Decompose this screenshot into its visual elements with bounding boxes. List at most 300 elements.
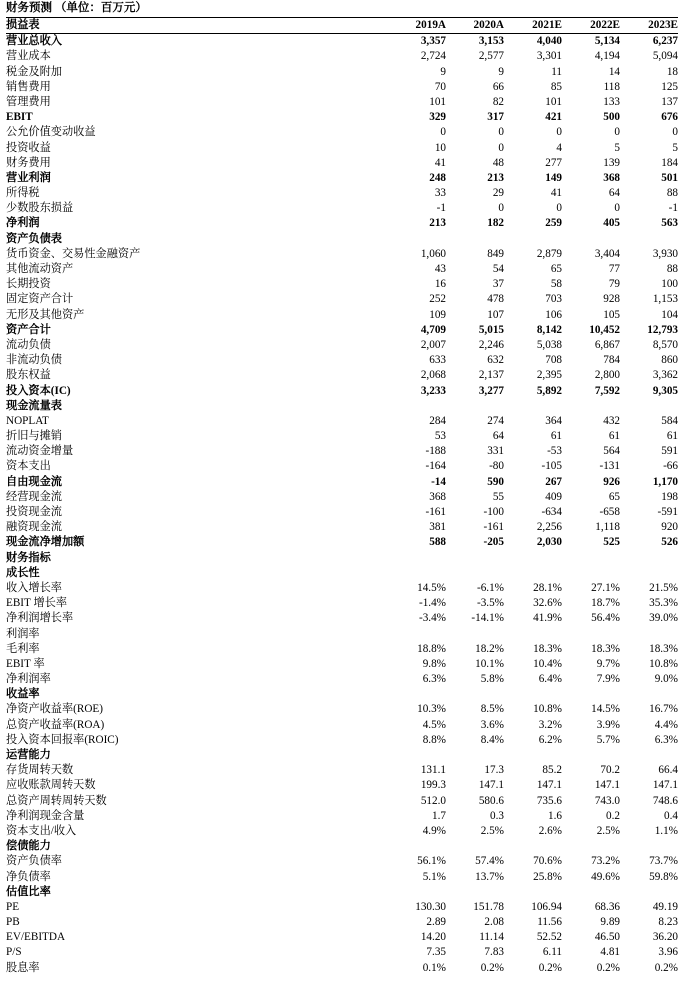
cell-value: 849 <box>487 247 504 260</box>
cell-value: 0.2% <box>596 961 620 974</box>
cell-value: 1,153 <box>652 293 678 306</box>
row-label: 股东权益 <box>6 369 51 382</box>
cell-value <box>620 885 678 900</box>
cell-value <box>620 627 678 642</box>
cell-value: 2,879 <box>536 247 562 260</box>
cell-value: 512.0 <box>420 794 446 807</box>
cell-value <box>562 885 620 900</box>
cell-value: 267 <box>545 475 562 488</box>
cell-value: 61 <box>550 430 562 443</box>
row-label: 营业成本 <box>6 50 51 63</box>
cell-value: -3.4% <box>418 612 446 625</box>
cell-value: 2,577 <box>478 50 504 63</box>
cell-value: 784 <box>603 354 620 367</box>
table-row <box>6 763 678 778</box>
table-row <box>6 809 678 824</box>
cell-value: 149 <box>545 171 562 184</box>
cell-value: 860 <box>661 354 678 367</box>
table-row <box>6 566 678 581</box>
cell-value: 4,040 <box>536 35 562 48</box>
cell-value: 526 <box>661 536 678 549</box>
financial-forecast-table <box>6 17 678 976</box>
table-row <box>6 34 678 50</box>
table-row <box>6 642 678 657</box>
cell-value: 3,277 <box>478 384 504 397</box>
cell-value: 0.1% <box>422 961 446 974</box>
row-label: 偿债能力 <box>6 840 51 853</box>
cell-value: -131 <box>599 460 620 473</box>
cell-value: 368 <box>603 171 620 184</box>
row-label: 估值比率 <box>6 885 51 898</box>
cell-value: 151.78 <box>473 900 504 913</box>
cell-value: 2.08 <box>484 916 504 929</box>
cell-value: 14.20 <box>420 931 446 944</box>
cell-value: 27.1% <box>591 581 620 594</box>
cell-value: 49.6% <box>591 870 620 883</box>
cell-value: 35.3% <box>649 597 678 610</box>
cell-value: 133 <box>603 95 620 108</box>
table-row <box>6 65 678 80</box>
row-label: 资本支出 <box>6 460 51 473</box>
cell-value: 29 <box>492 187 504 200</box>
table-row <box>6 581 678 596</box>
cell-value <box>620 566 678 581</box>
cell-value <box>620 399 678 414</box>
cell-value: 5.8% <box>480 673 504 686</box>
cell-value: -1 <box>668 202 678 215</box>
cell-value: 0 <box>498 202 504 215</box>
cell-value: 213 <box>429 217 446 230</box>
row-label: 利润率 <box>6 627 40 640</box>
row-label: NOPLAT <box>6 414 49 427</box>
cell-value: -6.1% <box>476 581 504 594</box>
cell-value: 3,357 <box>420 35 446 48</box>
cell-value: 748.6 <box>652 794 678 807</box>
row-label: 财务指标 <box>6 551 51 564</box>
cell-value: 184 <box>661 156 678 169</box>
cell-value: -1 <box>436 202 446 215</box>
cell-value: 580.6 <box>478 794 504 807</box>
cell-value: 3.2% <box>538 718 562 731</box>
row-label: 收入增长率 <box>6 581 62 594</box>
cell-value: 4.5% <box>422 718 446 731</box>
table-row <box>6 459 678 474</box>
cell-value: 28.1% <box>533 581 562 594</box>
cell-value: 13.7% <box>475 870 504 883</box>
table-row <box>6 232 678 247</box>
cell-value: 743.0 <box>594 794 620 807</box>
row-label: 净利润现金含量 <box>6 809 85 822</box>
row-label: 净负债率 <box>6 870 51 883</box>
table-row <box>6 384 678 399</box>
cell-value: -634 <box>541 506 562 518</box>
cell-value: 55 <box>492 490 504 503</box>
cell-value: 1,118 <box>595 521 620 534</box>
cell-value <box>388 627 446 642</box>
cell-value: 70 <box>434 80 446 93</box>
cell-value <box>388 885 446 900</box>
cell-value: -105 <box>541 460 562 473</box>
cell-value <box>562 627 620 642</box>
cell-value: 52.52 <box>536 931 562 944</box>
cell-value: 118 <box>603 80 620 93</box>
cell-value <box>388 551 446 566</box>
cell-value <box>504 399 562 414</box>
table-row <box>6 323 678 338</box>
cell-value: 8.23 <box>658 916 678 929</box>
row-label: 毛利率 <box>6 642 40 655</box>
cell-value: 109 <box>429 308 446 321</box>
cell-value: 10 <box>434 141 446 154</box>
cell-value: 421 <box>545 111 562 124</box>
cell-value: 381 <box>429 521 446 534</box>
cell-value: 46.50 <box>594 931 620 944</box>
cell-value: 248 <box>429 171 446 184</box>
cell-value: 11.14 <box>479 931 504 944</box>
cell-value: 101 <box>429 95 446 108</box>
cell-value: 37 <box>492 278 504 291</box>
table-row <box>6 839 678 854</box>
cell-value: 500 <box>603 111 620 124</box>
table-row <box>6 247 678 262</box>
cell-value: 79 <box>608 278 620 291</box>
table-row <box>6 490 678 505</box>
cell-value: 88 <box>666 263 678 275</box>
cell-value: 252 <box>429 293 446 306</box>
column-header: 2022E <box>562 18 620 34</box>
cell-value <box>504 566 562 581</box>
cell-value: 8.8% <box>422 733 446 746</box>
table-row <box>6 429 678 444</box>
column-header: 2020A <box>446 18 504 34</box>
cell-value: 591 <box>661 445 678 458</box>
cell-value <box>620 687 678 702</box>
page-title: 财务预测 （单位：百万元） <box>6 2 147 14</box>
cell-value: 5 <box>614 141 620 154</box>
cell-value <box>504 839 562 854</box>
cell-value: 4.4% <box>654 718 678 731</box>
row-label: 固定资产合计 <box>6 293 74 306</box>
cell-value <box>446 627 504 642</box>
cell-value: 8,570 <box>652 338 678 351</box>
row-label: 成长性 <box>6 566 40 579</box>
cell-value: 49.19 <box>652 900 678 913</box>
row-label: 长期投资 <box>6 278 51 291</box>
cell-value: -591 <box>657 506 678 518</box>
cell-value <box>620 551 678 566</box>
cell-value <box>504 627 562 642</box>
table-row <box>6 49 678 64</box>
cell-value: 590 <box>487 475 504 488</box>
cell-value: 8,142 <box>536 323 562 336</box>
table-row <box>6 186 678 201</box>
cell-value <box>446 232 504 247</box>
row-label: EV/EBITDA <box>6 931 66 944</box>
row-label: 营业总收入 <box>6 35 62 48</box>
table-row <box>6 885 678 900</box>
cell-value: 16.7% <box>649 703 678 716</box>
row-label: EBIT <box>6 111 33 124</box>
cell-value: 0.3 <box>490 809 504 822</box>
table-row <box>6 961 678 976</box>
cell-value: 632 <box>487 354 504 367</box>
cell-value: 277 <box>545 156 562 169</box>
row-label: 投资收益 <box>6 141 51 154</box>
cell-value: 432 <box>603 414 620 427</box>
cell-value: 10.8% <box>649 657 678 670</box>
cell-value: 131.1 <box>420 764 446 777</box>
cell-value: 10.3% <box>417 703 446 716</box>
cell-value: 2,724 <box>420 50 446 63</box>
cell-value <box>562 232 620 247</box>
cell-value: 147.1 <box>652 779 678 792</box>
cell-value: 3,930 <box>652 247 678 260</box>
cell-value: 0 <box>498 141 504 154</box>
table-row <box>6 657 678 672</box>
cell-value: -3.5% <box>476 597 504 610</box>
cell-value: 33 <box>434 187 446 200</box>
table-row <box>6 414 678 429</box>
cell-value: 6,237 <box>652 35 678 48</box>
cell-value: 58 <box>550 278 562 291</box>
row-label: 净利润增长率 <box>6 612 74 625</box>
row-label: 少数股东损益 <box>6 202 74 215</box>
cell-value: 104 <box>661 308 678 321</box>
cell-value: 9 <box>498 65 504 78</box>
cell-value: 928 <box>603 293 620 306</box>
table-row <box>6 353 678 368</box>
row-label: 流动负债 <box>6 338 51 351</box>
cell-value: 4,709 <box>420 323 446 336</box>
row-label: 管理费用 <box>6 95 51 108</box>
cell-value: 11.56 <box>537 916 562 929</box>
cell-value: -66 <box>663 460 678 473</box>
row-label: 净利润率 <box>6 673 51 686</box>
row-label: 资产负债率 <box>6 855 62 868</box>
cell-value: 525 <box>603 536 620 549</box>
cell-value <box>504 232 562 247</box>
row-label: P/S <box>6 946 22 959</box>
cell-value: 0 <box>672 126 678 139</box>
table-row <box>6 702 678 717</box>
cell-value <box>562 839 620 854</box>
cell-value: 85.2 <box>542 764 562 777</box>
cell-value: 66 <box>492 80 504 93</box>
cell-value: 4,194 <box>594 50 620 63</box>
cell-value: 676 <box>661 111 678 124</box>
cell-value: 0 <box>614 202 620 215</box>
cell-value: 3,153 <box>478 35 504 48</box>
row-label: 收益率 <box>6 688 40 701</box>
cell-value: 41 <box>550 187 562 200</box>
cell-value: 147.1 <box>478 779 504 792</box>
cell-value: -161 <box>483 521 504 534</box>
cell-value: 18.3% <box>591 642 620 655</box>
cell-value: 59.8% <box>649 870 678 883</box>
cell-value: 17.3 <box>484 764 504 777</box>
table-row <box>6 748 678 763</box>
cell-value: 6.4% <box>538 673 562 686</box>
cell-value: 4.9% <box>422 824 446 837</box>
cell-value: 5,134 <box>594 35 620 48</box>
cell-value: 6,867 <box>594 338 620 351</box>
table-row <box>6 171 678 186</box>
cell-value: 9.8% <box>422 657 446 670</box>
row-label: 存货周转天数 <box>6 764 74 777</box>
cell-value: 3,233 <box>420 384 446 397</box>
row-label: 税金及附加 <box>6 65 62 78</box>
table-row <box>6 596 678 611</box>
cell-value: 0 <box>498 126 504 139</box>
cell-value: 11 <box>551 65 562 78</box>
cell-value: 2,246 <box>478 338 504 351</box>
cell-value: 85 <box>550 80 562 93</box>
cell-value: 3,362 <box>652 369 678 382</box>
cell-value: 8.5% <box>480 703 504 716</box>
column-header: 2023E <box>620 18 678 34</box>
cell-value: 41 <box>434 156 446 169</box>
table-row <box>6 475 678 490</box>
table-row <box>6 141 678 156</box>
cell-value <box>446 748 504 763</box>
cell-value: 66.4 <box>658 764 678 777</box>
cell-value: 2,395 <box>536 369 562 382</box>
cell-value: 564 <box>603 445 620 458</box>
cell-value: 703 <box>545 293 562 306</box>
row-label: EBIT 率 <box>6 657 45 670</box>
cell-value: 7.9% <box>596 673 620 686</box>
cell-value <box>562 551 620 566</box>
cell-value: 3.96 <box>658 946 678 959</box>
cell-value: 12,793 <box>647 323 678 336</box>
cell-value <box>388 839 446 854</box>
cell-value: 274 <box>487 414 504 427</box>
table-row <box>6 308 678 323</box>
table-header-row <box>6 18 678 34</box>
cell-value: 21.5% <box>649 581 678 594</box>
table-row <box>6 687 678 702</box>
cell-value: 405 <box>603 217 620 230</box>
cell-value: 198 <box>661 490 678 503</box>
row-label: 现金流净增加额 <box>6 536 85 549</box>
cell-value: 5,094 <box>652 50 678 63</box>
cell-value: 478 <box>487 293 504 306</box>
cell-value: 6.3% <box>654 733 678 746</box>
table-row <box>6 824 678 839</box>
cell-value: 139 <box>603 156 620 169</box>
cell-value: -205 <box>483 536 504 549</box>
cell-value: 18.7% <box>591 597 620 610</box>
cell-value: 100 <box>661 278 678 291</box>
table-row <box>6 535 678 550</box>
cell-value: 2.6% <box>538 824 562 837</box>
cell-value <box>388 687 446 702</box>
cell-value: 56.1% <box>417 855 446 868</box>
table-row <box>6 794 678 809</box>
cell-value: 77 <box>608 263 620 275</box>
cell-value: 18.2% <box>475 642 504 655</box>
cell-value: 7,592 <box>594 384 620 397</box>
row-label: 无形及其他资产 <box>6 308 85 321</box>
cell-value: 2.89 <box>426 916 446 929</box>
cell-value: 9.0% <box>654 673 678 686</box>
cell-value: 14.5% <box>591 703 620 716</box>
cell-value: 65 <box>608 490 620 503</box>
cell-value: 0 <box>614 126 620 139</box>
cell-value: 54 <box>492 263 504 275</box>
row-label: 投入资本回报率(ROIC) <box>6 733 119 746</box>
cell-value: 25.8% <box>533 870 562 883</box>
cell-value: 0 <box>556 126 562 139</box>
table-row <box>6 216 678 231</box>
cell-value: 6.3% <box>422 673 446 686</box>
cell-value: 73.7% <box>649 855 678 868</box>
table-row <box>6 854 678 869</box>
column-header: 2021E <box>504 18 562 34</box>
cell-value <box>388 748 446 763</box>
cell-value: 199.3 <box>420 779 446 792</box>
cell-value: 10.1% <box>475 657 504 670</box>
cell-value: 105 <box>603 308 620 321</box>
cell-value: 18.3% <box>649 642 678 655</box>
cell-value: 61 <box>608 430 620 443</box>
cell-value: 61 <box>666 430 678 443</box>
cell-value: 633 <box>429 354 446 367</box>
cell-value: 317 <box>487 111 504 124</box>
cell-value: 18.8% <box>417 642 446 655</box>
cell-value <box>446 839 504 854</box>
cell-value <box>620 748 678 763</box>
table-row <box>6 444 678 459</box>
cell-value: 88 <box>666 187 678 200</box>
row-label: 资产负债表 <box>6 232 62 245</box>
cell-value: 65 <box>550 263 562 275</box>
cell-value: 106.94 <box>531 900 562 913</box>
column-header: 2019A <box>388 18 446 34</box>
row-label: 流动资金增量 <box>6 445 74 458</box>
row-label: 运营能力 <box>6 749 51 761</box>
cell-value: -188 <box>425 445 446 458</box>
table-row <box>6 672 678 687</box>
table-row <box>6 201 678 216</box>
cell-value: -658 <box>599 506 620 518</box>
cell-value: 2,800 <box>594 369 620 382</box>
table-row <box>6 900 678 915</box>
cell-value: 368 <box>429 490 446 503</box>
row-label: 总资产周转周转天数 <box>6 794 107 807</box>
cell-value: 16 <box>434 278 446 291</box>
row-label: 其他流动资产 <box>6 263 74 275</box>
table-row <box>6 262 678 277</box>
cell-value: 3.9% <box>596 718 620 731</box>
cell-value: 284 <box>429 414 446 427</box>
cell-value: 9.7% <box>596 657 620 670</box>
table-row <box>6 277 678 292</box>
cell-value: 920 <box>661 521 678 534</box>
row-label: EBIT 增长率 <box>6 597 68 610</box>
table-row <box>6 338 678 353</box>
cell-value <box>562 566 620 581</box>
cell-value: 64 <box>608 187 620 200</box>
cell-value: 41.9% <box>533 612 562 625</box>
cell-value: 2.5% <box>596 824 620 837</box>
cell-value: 9.89 <box>600 916 620 929</box>
cell-value: 130.30 <box>415 900 446 913</box>
cell-value <box>562 687 620 702</box>
row-label: 股息率 <box>6 961 40 974</box>
table-row <box>6 520 678 535</box>
row-label: 投入资本(IC) <box>6 384 71 397</box>
